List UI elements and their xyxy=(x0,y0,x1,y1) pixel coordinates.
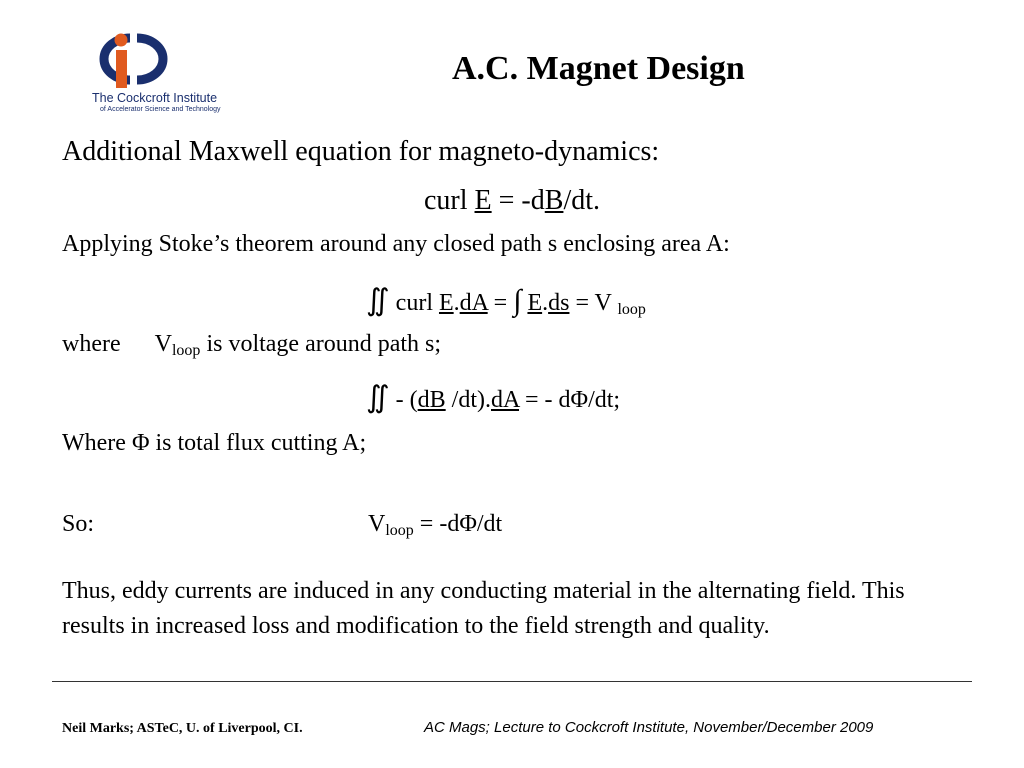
cockcroft-logo xyxy=(92,30,252,118)
stokes-text: Applying Stoke’s theorem around any closed path s enclosing area A: xyxy=(62,231,730,257)
curl-equation: curl E = -dB/dt. xyxy=(423,185,600,216)
flux-equation: ∬ - (dB /dt).dA = - dΦ/dt; xyxy=(366,381,621,414)
so-label: So: xyxy=(62,511,95,537)
double-integral-symbol: ∬ xyxy=(366,381,390,414)
integral-symbol: ∫ xyxy=(513,284,522,317)
footer-divider xyxy=(52,681,972,682)
intro-text: Additional Maxwell equation for magneto-dynamics: xyxy=(62,136,660,167)
phi-definition: Where Φ is total flux cutting A; xyxy=(62,430,367,456)
double-integral-symbol: ∬ xyxy=(366,284,390,317)
conclusion-paragraph: Thus, eddy currents are induced in any conducting material in the alternating field. This results in increased loss and modification to the field strength and quality. xyxy=(62,578,905,639)
stokes-equation: ∬ curl E.dA = ∫ E.ds = V $_{loop}$ xyxy=(366,284,646,318)
footer-author: Neil Marks; ASTeC, U. of Liverpool, CI. xyxy=(62,721,303,736)
cockcroft-logo-mark xyxy=(92,30,252,90)
slide-title: A.C. Magnet Design xyxy=(452,50,745,87)
vloop-equation: $V_{loop} = -d\Phi/dt$ xyxy=(368,511,503,539)
vloop-definition: where $V_{loop}$ is voltage around path s; xyxy=(62,331,442,359)
logo-name: The Cockcroft Institute xyxy=(92,91,218,105)
logo-tagline: of Accelerator Science and Technology xyxy=(100,106,221,113)
footer-lecture: AC Mags; Lecture to Cockcroft Institute, November/December 2009 xyxy=(424,719,874,736)
